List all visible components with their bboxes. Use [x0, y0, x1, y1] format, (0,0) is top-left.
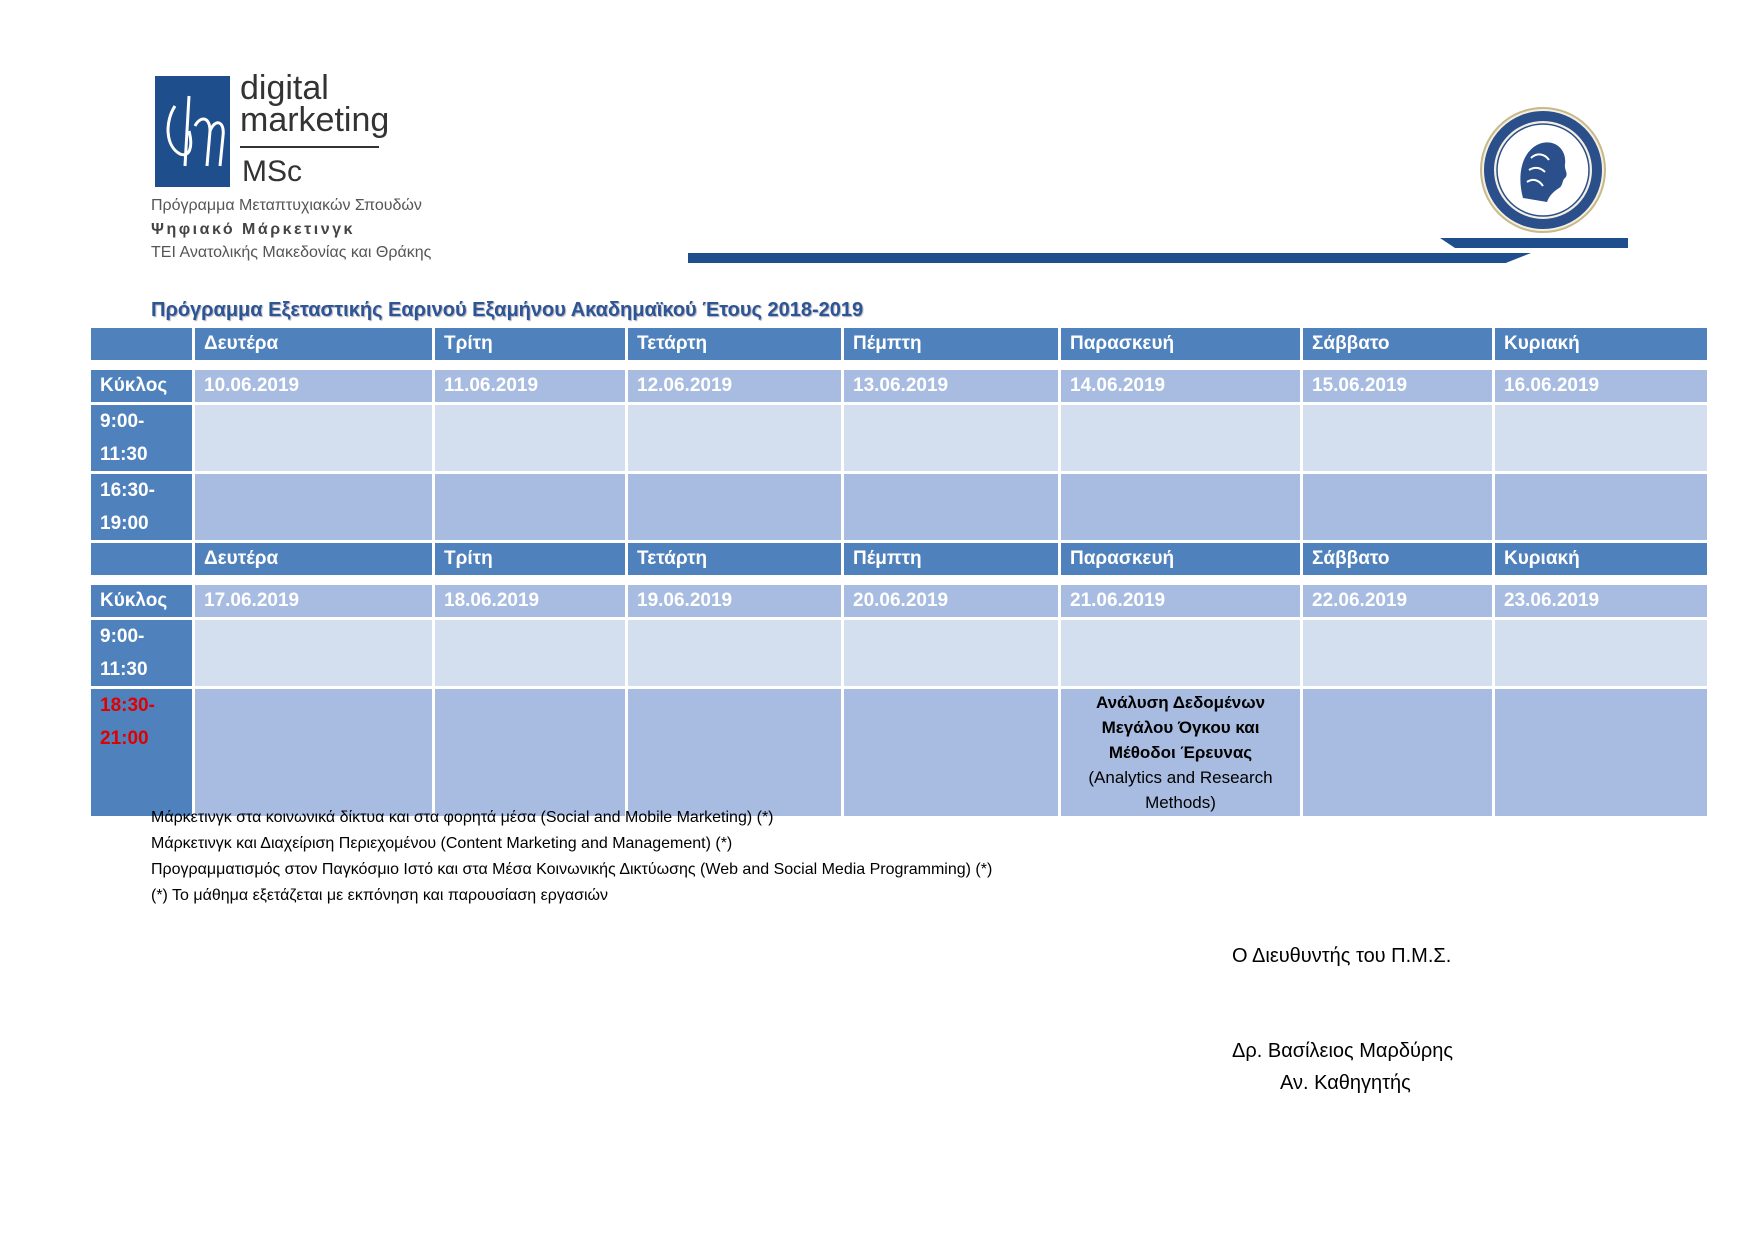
date-cell: 13.06.2019 [844, 370, 1058, 402]
slot-cell [1495, 405, 1707, 471]
time-slot-end: 11:30 [100, 444, 148, 465]
program-name: Ψηφιακό Μάρκετινγκ [151, 221, 355, 238]
dates-row-week-1 [91, 370, 1707, 402]
slot-cell [628, 474, 841, 540]
exam-entry [1061, 689, 1300, 816]
note-line: Μάρκετινγκ στα κοινωνικά δίκτυα και στα φορητά μέσα (Social and Mobile Marketing) (*) [151, 809, 774, 826]
slot-cell [195, 405, 432, 471]
time-slot-start: 18:30- [100, 695, 155, 716]
slot-cell [1303, 405, 1492, 471]
dates-row-week-2 [91, 585, 1707, 617]
slot-cell [628, 405, 841, 471]
day-header: Τετάρτη [628, 328, 841, 360]
program-logo-mark [155, 76, 230, 187]
day-header: Παρασκευή [1061, 543, 1300, 575]
school-name: ΤΕΙ Ανατολικής Μακεδονίας και Θράκης [151, 244, 432, 261]
signature-title: Αν. Καθηγητής [1280, 1072, 1411, 1094]
note-line: (*) Το μάθημα εξετάζεται με εκπόνηση και παρουσίαση εργασιών [151, 887, 609, 904]
days-header-row-week-1 [91, 328, 1707, 360]
exam-title-line: Ανάλυση Δεδομένων [1095, 693, 1266, 712]
exam-title-line: Μεγάλου Όγκου και [1101, 718, 1260, 737]
day-header: Σάββατο [1303, 328, 1492, 360]
signature-role: Ο Διευθυντής του Π.Μ.Σ. [1232, 945, 1452, 967]
time-slot-start: 9:00- [100, 626, 145, 647]
time-slot-end: 21:00 [100, 728, 149, 749]
slot-cell [1495, 620, 1707, 686]
slot-cell [1061, 620, 1300, 686]
date-cell: 18.06.2019 [435, 585, 625, 617]
date-cell: 14.06.2019 [1061, 370, 1300, 402]
slot-row-week-1-evening [91, 474, 1707, 540]
time-slot-label [91, 689, 192, 816]
signature-name: Δρ. Βασίλειος Μαρδύρης [1232, 1040, 1454, 1062]
slot-cell [1495, 689, 1707, 816]
course-notes [151, 805, 992, 909]
logo-msc: MSc [242, 155, 302, 188]
slot-row-week-2-morning [91, 620, 1707, 686]
date-cell: 23.06.2019 [1495, 585, 1707, 617]
date-cell: 11.06.2019 [435, 370, 625, 402]
exam-subtitle-line: (Analytics and Research [1088, 768, 1273, 787]
institution-seal-icon [1479, 106, 1607, 234]
exam-schedule-table [88, 325, 1710, 819]
page-title: Πρόγραμμα Εξεταστικής Εαρινού Εξαμήνου Ακαδημαϊκού Έτους 2018-2019 [151, 299, 864, 321]
date-cell: 20.06.2019 [844, 585, 1058, 617]
cycle-label: Κύκλος [91, 370, 192, 402]
slot-row-week-1-morning [91, 405, 1707, 471]
header-accent-bar-main [688, 253, 1531, 263]
logo-line-1: digital [240, 69, 329, 107]
day-header: Τρίτη [435, 543, 625, 575]
note-line: Προγραμματισμός στον Παγκόσμιο Ιστό και στα Μέσα Κοινωνικής Δικτύωσης (Web and Social Media Programming) (*) [151, 861, 993, 878]
slot-cell [435, 474, 625, 540]
date-cell: 21.06.2019 [1061, 585, 1300, 617]
date-cell: 19.06.2019 [628, 585, 841, 617]
slot-cell [1303, 620, 1492, 686]
date-cell: 16.06.2019 [1495, 370, 1707, 402]
day-header: Πέμπτη [844, 328, 1058, 360]
days-header-row-week-2 [91, 543, 1707, 575]
cycle-label: Κύκλος [91, 585, 192, 617]
corner-cell [91, 328, 192, 360]
slot-cell [435, 405, 625, 471]
date-cell: 10.06.2019 [195, 370, 432, 402]
time-slot-label [91, 405, 192, 471]
slot-cell [195, 474, 432, 540]
time-slot-end: 19:00 [100, 513, 149, 534]
logo-wordmark [240, 69, 390, 139]
exam-subtitle-line: Methods) [1145, 793, 1216, 812]
date-cell: 22.06.2019 [1303, 585, 1492, 617]
slot-row-week-2-evening [91, 689, 1707, 816]
program-type: Πρόγραμμα Μεταπτυχιακών Σπουδών [151, 197, 422, 214]
day-header: Δευτέρα [195, 328, 432, 360]
slot-cell [1061, 405, 1300, 471]
note-line: Μάρκετινγκ και Διαχείριση Περιεχομένου (Content Marketing and Management) (*) [151, 835, 733, 852]
exam-title-line: Μέθοδοι Έρευνας [1108, 743, 1253, 762]
time-slot-label [91, 474, 192, 540]
slot-cell [195, 689, 432, 816]
date-cell: 17.06.2019 [195, 585, 432, 617]
day-header: Πέμπτη [844, 543, 1058, 575]
header-accent-bar-right [1440, 238, 1628, 248]
time-slot-start: 16:30- [100, 480, 155, 501]
time-slot-label [91, 620, 192, 686]
corner-cell [91, 543, 192, 575]
slot-cell [1495, 474, 1707, 540]
slot-cell [844, 689, 1058, 816]
slot-cell [628, 689, 841, 816]
date-cell: 12.06.2019 [628, 370, 841, 402]
slot-cell [1061, 474, 1300, 540]
slot-cell [628, 620, 841, 686]
day-header: Παρασκευή [1061, 328, 1300, 360]
slot-cell [844, 474, 1058, 540]
time-slot-end: 11:30 [100, 659, 148, 680]
slot-cell [1303, 689, 1492, 816]
slot-cell [844, 405, 1058, 471]
slot-cell [1303, 474, 1492, 540]
time-slot-start: 9:00- [100, 411, 145, 432]
logo-line-2: marketing [240, 101, 390, 139]
slot-cell [844, 620, 1058, 686]
day-header: Τετάρτη [628, 543, 841, 575]
day-header: Τρίτη [435, 328, 625, 360]
day-header: Δευτέρα [195, 543, 432, 575]
logo-divider [240, 146, 379, 148]
day-header: Κυριακή [1495, 328, 1707, 360]
slot-cell [435, 620, 625, 686]
day-header: Κυριακή [1495, 543, 1707, 575]
date-cell: 15.06.2019 [1303, 370, 1492, 402]
slot-cell [435, 689, 625, 816]
slot-cell [195, 620, 432, 686]
day-header: Σάββατο [1303, 543, 1492, 575]
